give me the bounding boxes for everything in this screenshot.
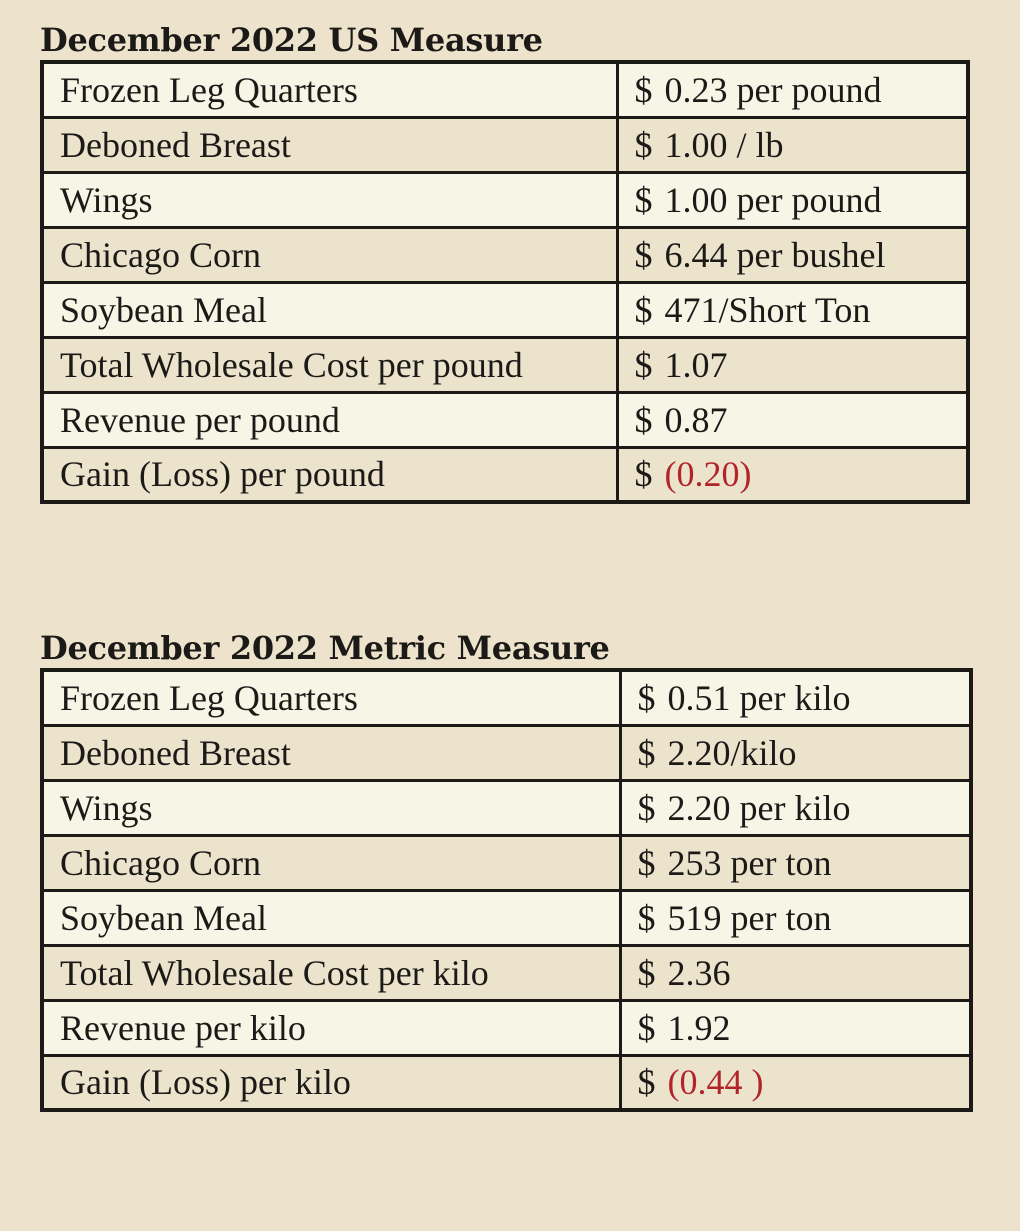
row-value: 471/Short Ton bbox=[664, 289, 871, 330]
currency-symbol: $ bbox=[634, 454, 653, 495]
row-label: Chicago Corn bbox=[42, 835, 620, 890]
currency-symbol: $ bbox=[634, 289, 653, 330]
row-value: 0.87 bbox=[664, 399, 728, 440]
row-value-cell bbox=[617, 227, 968, 282]
row-value: 0.51 per kilo bbox=[667, 677, 851, 718]
row-value-cell bbox=[617, 62, 968, 117]
row-label: Chicago Corn bbox=[42, 227, 617, 282]
currency-symbol: $ bbox=[637, 1062, 656, 1103]
row-label: Frozen Leg Quarters bbox=[42, 62, 617, 117]
currency-symbol: $ bbox=[637, 842, 656, 883]
currency-symbol: $ bbox=[637, 897, 656, 938]
table-row bbox=[42, 447, 968, 502]
table-row bbox=[42, 1000, 971, 1055]
table-row bbox=[42, 62, 968, 117]
row-value-cell bbox=[620, 725, 971, 780]
currency-symbol: $ bbox=[637, 787, 656, 828]
currency-symbol: $ bbox=[637, 1007, 656, 1048]
row-value: 6.44 per bushel bbox=[664, 234, 886, 275]
row-value-cell bbox=[617, 172, 968, 227]
row-value-cell bbox=[620, 780, 971, 835]
table-row bbox=[42, 890, 971, 945]
row-label: Wings bbox=[42, 172, 617, 227]
row-value: 1.00 / lb bbox=[664, 124, 784, 165]
row-label: Deboned Breast bbox=[42, 117, 617, 172]
row-label: Soybean Meal bbox=[42, 890, 620, 945]
row-value-cell bbox=[620, 890, 971, 945]
currency-symbol: $ bbox=[637, 952, 656, 993]
negative-value: (0.20) bbox=[664, 454, 752, 495]
row-label: Total Wholesale Cost per kilo bbox=[42, 945, 620, 1000]
row-value: 1.07 bbox=[664, 344, 728, 385]
us-measure-title: December 2022 US Measure bbox=[40, 21, 543, 59]
currency-symbol: $ bbox=[634, 179, 653, 220]
currency-symbol: $ bbox=[637, 732, 656, 773]
us-measure-section bbox=[40, 20, 970, 504]
table-row bbox=[42, 227, 968, 282]
metric-measure-title: December 2022 Metric Measure bbox=[40, 629, 610, 667]
row-value-cell bbox=[620, 945, 971, 1000]
currency-symbol: $ bbox=[634, 124, 653, 165]
row-label: Total Wholesale Cost per pound bbox=[42, 337, 617, 392]
row-value: 2.20/kilo bbox=[667, 732, 797, 773]
row-value-cell bbox=[620, 670, 971, 725]
row-label: Gain (Loss) per pound bbox=[42, 447, 617, 502]
table-row bbox=[42, 392, 968, 447]
table-row bbox=[42, 172, 968, 227]
negative-value: (0.44 ) bbox=[667, 1062, 764, 1103]
row-label: Deboned Breast bbox=[42, 725, 620, 780]
row-value: 519 per ton bbox=[667, 897, 832, 938]
table-row bbox=[42, 780, 971, 835]
row-value-cell bbox=[620, 1000, 971, 1055]
row-value: 0.23 per pound bbox=[664, 69, 882, 110]
row-label: Wings bbox=[42, 780, 620, 835]
row-value-cell bbox=[617, 392, 968, 447]
table-row bbox=[42, 337, 968, 392]
row-value-cell bbox=[617, 447, 968, 502]
row-value: 1.00 per pound bbox=[664, 179, 882, 220]
currency-symbol: $ bbox=[634, 69, 653, 110]
row-value-cell bbox=[620, 835, 971, 890]
row-value: 2.36 bbox=[667, 952, 731, 993]
row-value-cell bbox=[617, 337, 968, 392]
row-label: Frozen Leg Quarters bbox=[42, 670, 620, 725]
table-row bbox=[42, 282, 968, 337]
table-row bbox=[42, 945, 971, 1000]
row-value: 253 per ton bbox=[667, 842, 832, 883]
table-row bbox=[42, 1055, 971, 1110]
us-measure-table bbox=[40, 60, 970, 504]
row-label: Revenue per kilo bbox=[42, 1000, 620, 1055]
row-value-cell bbox=[617, 282, 968, 337]
row-value-cell bbox=[617, 117, 968, 172]
row-label: Gain (Loss) per kilo bbox=[42, 1055, 620, 1110]
table-row bbox=[42, 835, 971, 890]
currency-symbol: $ bbox=[634, 344, 653, 385]
currency-symbol: $ bbox=[634, 234, 653, 275]
row-value: 1.92 bbox=[667, 1007, 731, 1048]
row-label: Soybean Meal bbox=[42, 282, 617, 337]
metric-measure-table bbox=[40, 668, 973, 1112]
row-label: Revenue per pound bbox=[42, 392, 617, 447]
metric-measure-section bbox=[40, 628, 973, 1112]
table-row bbox=[42, 670, 971, 725]
currency-symbol: $ bbox=[637, 677, 656, 718]
row-value: 2.20 per kilo bbox=[667, 787, 851, 828]
currency-symbol: $ bbox=[634, 399, 653, 440]
row-value-cell bbox=[620, 1055, 971, 1110]
table-row bbox=[42, 117, 968, 172]
table-row bbox=[42, 725, 971, 780]
